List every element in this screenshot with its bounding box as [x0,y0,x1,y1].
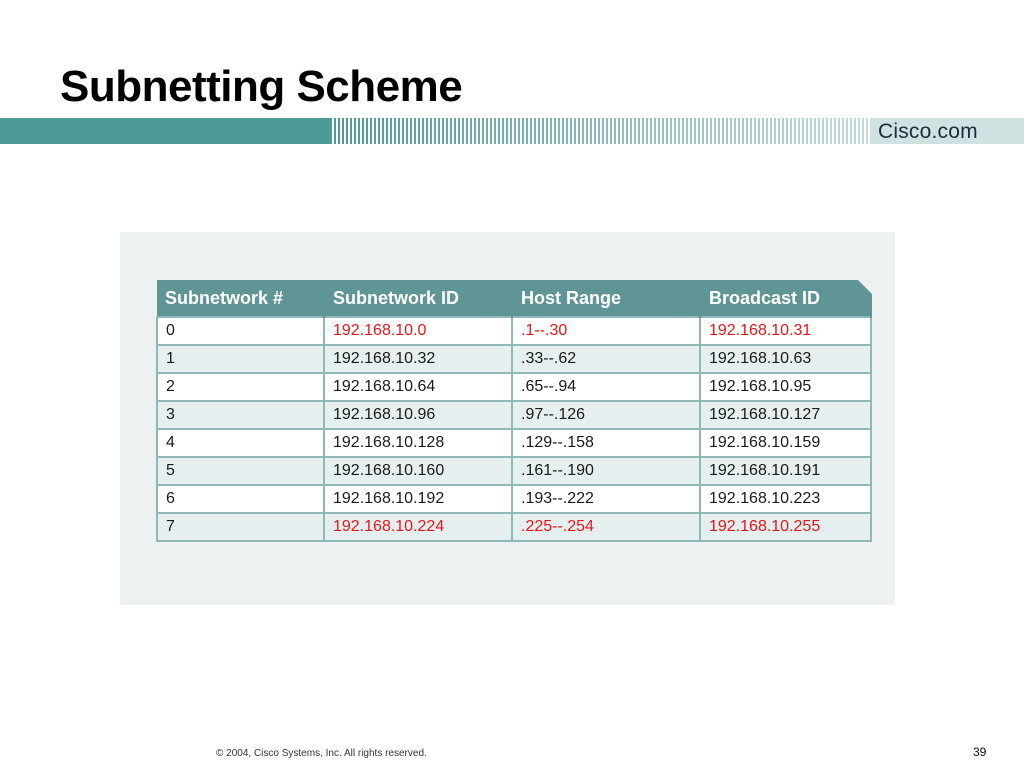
table-row [157,401,871,429]
cell-host-range: .161--.190 [512,457,700,485]
table-row [157,485,871,513]
table-row [157,345,871,373]
header-banner [0,118,1024,144]
table-header-row [157,280,871,317]
cell-subnetwork-number: 4 [157,429,324,457]
cell-broadcast-id: 192.168.10.255 [700,513,871,541]
cell-host-range: .65--.94 [512,373,700,401]
header-subnetwork-number: Subnetwork # [157,280,324,317]
cell-subnetwork-number: 6 [157,485,324,513]
table-row [157,457,871,485]
cell-broadcast-id: 192.168.10.63 [700,345,871,373]
cell-subnetwork-id: 192.168.10.0 [324,317,512,345]
cell-subnetwork-id: 192.168.10.224 [324,513,512,541]
table-row [157,373,871,401]
cisco-logo: Cisco.com [878,120,978,143]
cell-subnetwork-number: 1 [157,345,324,373]
page-number: 39 [973,745,987,759]
cell-host-range: .33--.62 [512,345,700,373]
cell-host-range: .193--.222 [512,485,700,513]
cell-host-range: .129--.158 [512,429,700,457]
table-row [157,317,871,345]
table-row [157,513,871,541]
cell-subnetwork-number: 7 [157,513,324,541]
cell-broadcast-id: 192.168.10.127 [700,401,871,429]
table-row [157,429,871,457]
cell-subnetwork-id: 192.168.10.192 [324,485,512,513]
cell-subnetwork-number: 3 [157,401,324,429]
cell-broadcast-id: 192.168.10.191 [700,457,871,485]
table-body [157,317,871,541]
cell-subnetwork-id: 192.168.10.160 [324,457,512,485]
cell-host-range: .1--.30 [512,317,700,345]
header-broadcast-id: Broadcast ID [700,280,871,317]
header-host-range: Host Range [512,280,700,317]
cell-subnetwork-number: 0 [157,317,324,345]
copyright-footer: © 2004, Cisco Systems, Inc. All rights reserved. [216,748,427,759]
cell-subnetwork-id: 192.168.10.32 [324,345,512,373]
cell-subnetwork-id: 192.168.10.128 [324,429,512,457]
cell-broadcast-id: 192.168.10.223 [700,485,871,513]
cell-subnetwork-id: 192.168.10.64 [324,373,512,401]
cell-host-range: .97--.126 [512,401,700,429]
header-corner-notch [858,280,872,294]
banner-stripes [330,118,870,144]
cell-subnetwork-number: 2 [157,373,324,401]
cell-subnetwork-id: 192.168.10.96 [324,401,512,429]
subnet-table [156,280,872,542]
cell-host-range: .225--.254 [512,513,700,541]
cell-broadcast-id: 192.168.10.159 [700,429,871,457]
slide-title: Subnetting Scheme [60,62,463,111]
cell-broadcast-id: 192.168.10.31 [700,317,871,345]
cell-broadcast-id: 192.168.10.95 [700,373,871,401]
cell-subnetwork-number: 5 [157,457,324,485]
banner-solid-band [0,118,330,144]
header-subnetwork-id: Subnetwork ID [324,280,512,317]
